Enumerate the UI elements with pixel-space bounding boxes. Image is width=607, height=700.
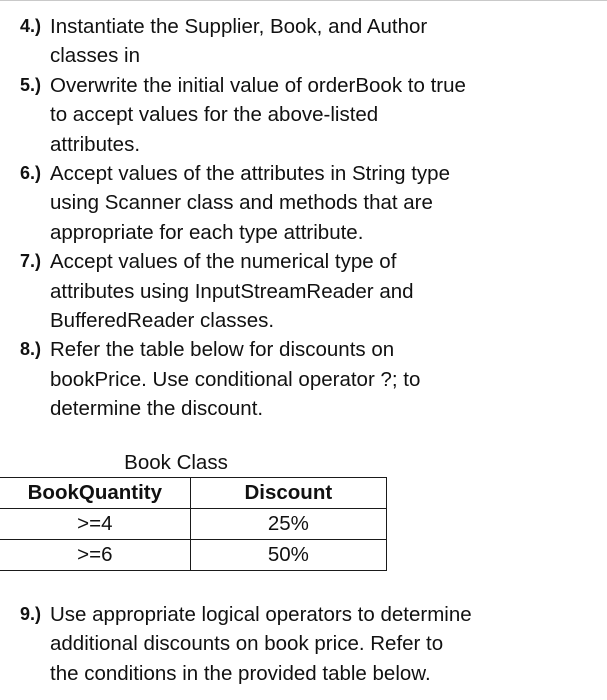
table-header-row [0,478,387,509]
list-item [20,71,600,159]
instruction-list-continued [20,600,600,688]
header-book-quantity: BookQuantity [0,478,190,509]
list-item [20,600,600,688]
item-line: Instantiate the Supplier, Book, and Author [50,15,428,38]
header-discount: Discount [190,478,386,509]
table-row [0,509,387,540]
item-line: Accept values of the attributes in String type [50,162,450,186]
item-line: appropriate for each type attribute. [50,220,364,244]
item-number: 9.) [20,604,42,624]
list-item [20,335,600,423]
cell-quantity: >=4 [0,509,190,540]
list-item [20,247,600,335]
item-line: classes in [50,44,141,68]
cell-quantity: >=6 [0,540,190,571]
item-number: 8.) [20,339,42,360]
table-caption: Book Class [124,451,228,474]
item-number: 7.) [20,251,42,272]
item-line: Accept values of the numerical type of [50,250,397,274]
item-line: using Scanner class and methods that are [50,191,433,215]
item-number: 6.) [20,163,42,184]
list-item [20,12,600,71]
top-divider [0,0,607,1]
item-number: 4.) [20,16,42,36]
cell-discount: 25% [190,509,386,540]
table-row [0,540,387,571]
item-line: Use appropriate logical operators to determine [50,603,472,626]
item-line: determine the discount. [50,397,264,421]
discount-table [0,477,387,571]
item-line: Refer the table below for discounts on [50,338,395,362]
item-line: BufferedReader classes. [50,309,275,333]
item-line: to accept values for the above-listed [50,103,379,127]
item-number: 5.) [20,74,42,95]
list-item [20,159,600,247]
item-line: bookPrice. Use conditional operator ?; to [50,367,421,391]
item-line: attributes. [50,132,141,156]
instruction-list [20,12,600,424]
item-line: additional discounts on book price. Refer to [50,632,444,656]
item-line: attributes using InputStreamReader and [50,279,414,303]
cell-discount: 50% [190,540,386,571]
item-line: Overwrite the initial value of orderBook to true [50,73,466,97]
item-line: the conditions in the provided table below. [50,661,431,685]
